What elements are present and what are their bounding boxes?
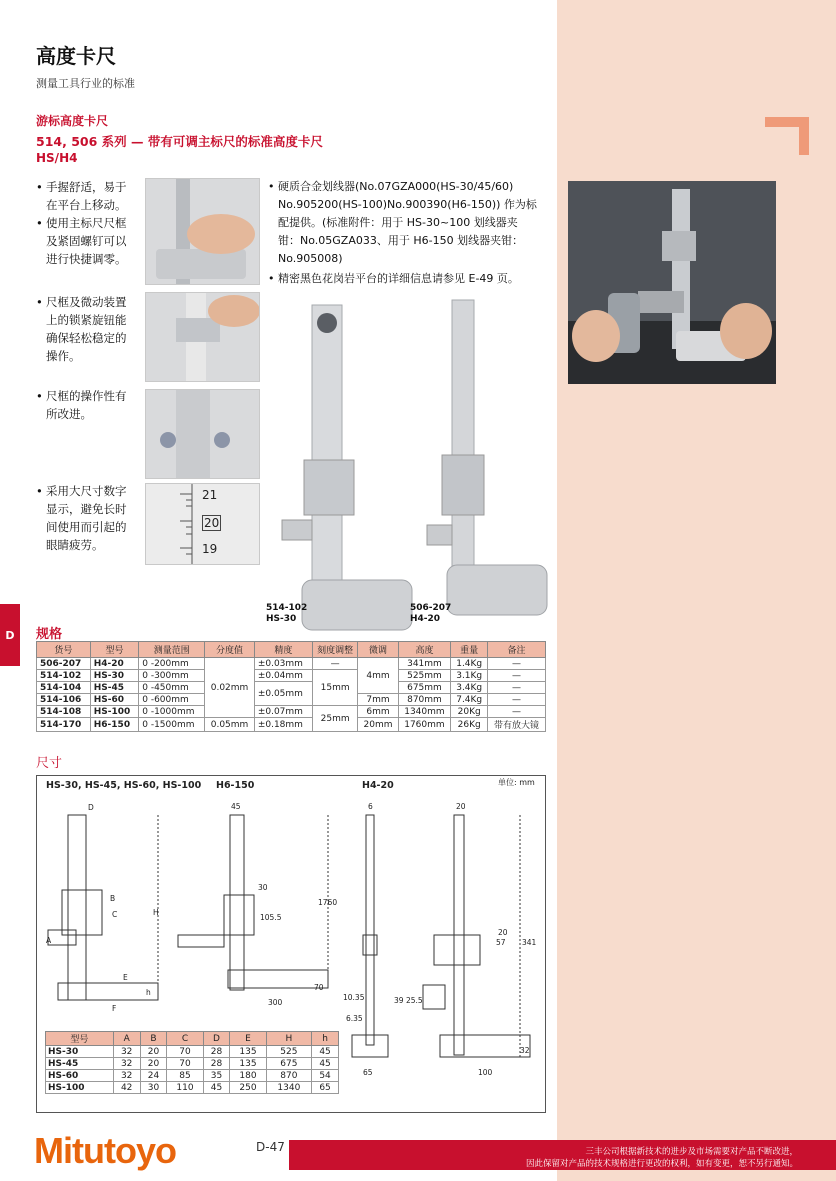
note-2: • 精密黑色花岗岩平台的详细信息请参见 E-49 页。	[268, 270, 558, 288]
spec-header-row: 货号 型号 测量范围 分度值 精度 刻度调整 微调 高度 重量 备注	[37, 642, 546, 658]
table-row: 514-170 H6-150 0 -1500mm 0.05mm ±0.18mm 20mm 1760mm 26Kg 带有放大镜	[37, 718, 546, 732]
spec-table	[36, 641, 546, 732]
dim-30: 30	[258, 883, 268, 892]
mitutoyo-logo: Mitutoyo	[34, 1130, 176, 1171]
table-row: 514-104 HS-45 0 -450mm ±0.05mm 675mm 3.4Kg —	[37, 682, 546, 694]
table-row: 514-102 HS-30 0 -300mm ±0.04mm 15mm 525mm 3.1Kg —	[37, 670, 546, 682]
scale-digit-19: 19	[202, 542, 218, 556]
dimension-table	[45, 1031, 339, 1094]
dim-20: 20	[456, 802, 466, 811]
dims-heading: 尺寸	[36, 756, 63, 771]
dim-45: 45	[231, 802, 241, 811]
dims-label-h4: H4-20	[362, 780, 394, 791]
dim-20b: 20	[498, 928, 508, 937]
page-subtitle: 测量工具行业的标准	[36, 77, 135, 90]
table-row: HS-45 32 20 70 28 135 675 45	[46, 1058, 339, 1070]
page-title: 高度卡尺	[36, 44, 116, 68]
dim-header-row: 型号 A B C D E H h	[46, 1032, 339, 1046]
dim-57: 57	[496, 938, 506, 947]
section-title-3: HS/H4	[36, 151, 78, 165]
scale-digit-20: 20	[204, 516, 220, 530]
dim-1055: 105.5	[260, 913, 282, 922]
dims-label-h6: H6-150	[216, 780, 255, 791]
feature-photo-3	[145, 389, 260, 479]
dim-100: 100	[478, 1068, 493, 1077]
table-row: 506-207 H4-20 0 -200mm 0.02mm ±0.03mm — 4mm 341mm 1.4Kg —	[37, 658, 546, 670]
dim-1035: 10.35	[343, 993, 365, 1002]
feature-1: • 手握舒适，易于 在平台上移动。	[36, 178, 136, 214]
feature-3: • 尺框及微动装置 上的锁紧旋钮能 确保轻松稳定的 操作。	[36, 293, 136, 365]
feature-photo-1	[145, 178, 260, 285]
feature-2: • 使用主标尺尺框 及紧固螺钉可以 进行快捷调零。	[36, 214, 136, 268]
corner-bracket	[765, 117, 809, 155]
dim-300: 300	[268, 998, 283, 1007]
dim-1760: 1760	[318, 898, 338, 907]
product-illustration	[262, 295, 552, 635]
scale-photo	[145, 483, 260, 565]
feature-photo-2	[145, 292, 260, 382]
note-1: • 硬质合金划线器(No.07GZA000(HS-30/45/60) No.905200(HS-100)No.900390(H6-150)) 作为标 配提供。(标准附件：用于 HS-30~100 划线器夹 钳：No.05GZA033、用于 H6-150 划线器夹钳： No.905008)	[268, 178, 558, 268]
usage-photo	[568, 181, 776, 384]
table-row: HS-100 42 30 110 45 250 1340 65	[46, 1082, 339, 1094]
dim-70: 70	[314, 983, 324, 992]
dim-255: 25.5	[406, 996, 423, 1005]
dims-unit: 单位: mm	[498, 778, 535, 787]
table-row: HS-60 32 24 85 35 180 870 54	[46, 1070, 339, 1082]
dim-6: 6	[368, 802, 373, 811]
caption-right: 506-207 H4-20	[410, 603, 452, 624]
dim-H: H	[153, 908, 159, 917]
footer-disclaimer: 三丰公司根据新技术的进步及市场需要对产品不断改进， 因此保留对产品的技术规格进行更改的权利，如有变更，恕不另行通知。	[525, 1147, 798, 1169]
dim-B: B	[110, 894, 116, 903]
side-panel	[557, 0, 836, 1181]
table-row: 514-106 HS-60 0 -600mm 7mm 870mm 7.4Kg —	[37, 694, 546, 706]
table-row: 514-108 HS-100 0 -1000mm ±0.07mm 25mm 6mm 1340mm 20Kg —	[37, 706, 546, 718]
table-row: HS-30 32 20 70 28 135 525 45	[46, 1046, 339, 1058]
dim-341: 341	[522, 938, 537, 947]
side-tab-d: D	[0, 604, 20, 666]
feature-4: • 尺框的操作性有 所改进。	[36, 387, 136, 423]
scale-digit-21: 21	[202, 488, 218, 502]
dim-635: 6.35	[346, 1014, 363, 1023]
page-number: D-47	[256, 1140, 285, 1154]
section-title-2: 514, 506 系列 — 带有可调主标尺的标准高度卡尺	[36, 134, 323, 149]
section-title-1: 游标高度卡尺	[36, 114, 109, 128]
dims-label-hs: HS-30, HS-45, HS-60, HS-100	[46, 780, 202, 791]
feature-5: • 采用大尺寸数字 显示，避免长时 间使用而引起的 眼睛疲劳。	[36, 482, 136, 554]
dim-65: 65	[363, 1068, 373, 1077]
dim-E: E	[123, 973, 128, 982]
spec-heading: 规格	[36, 627, 63, 642]
footer-bar	[289, 1140, 836, 1170]
dim-F: F	[112, 1004, 117, 1013]
dim-32: 32	[520, 1046, 530, 1055]
dim-D: D	[88, 803, 94, 812]
dim-A: A	[46, 936, 52, 945]
caption-left: 514-102 HS-30	[266, 603, 308, 624]
dim-h: h	[146, 988, 151, 997]
dim-C: C	[112, 910, 118, 919]
dim-39: 39	[394, 996, 404, 1005]
